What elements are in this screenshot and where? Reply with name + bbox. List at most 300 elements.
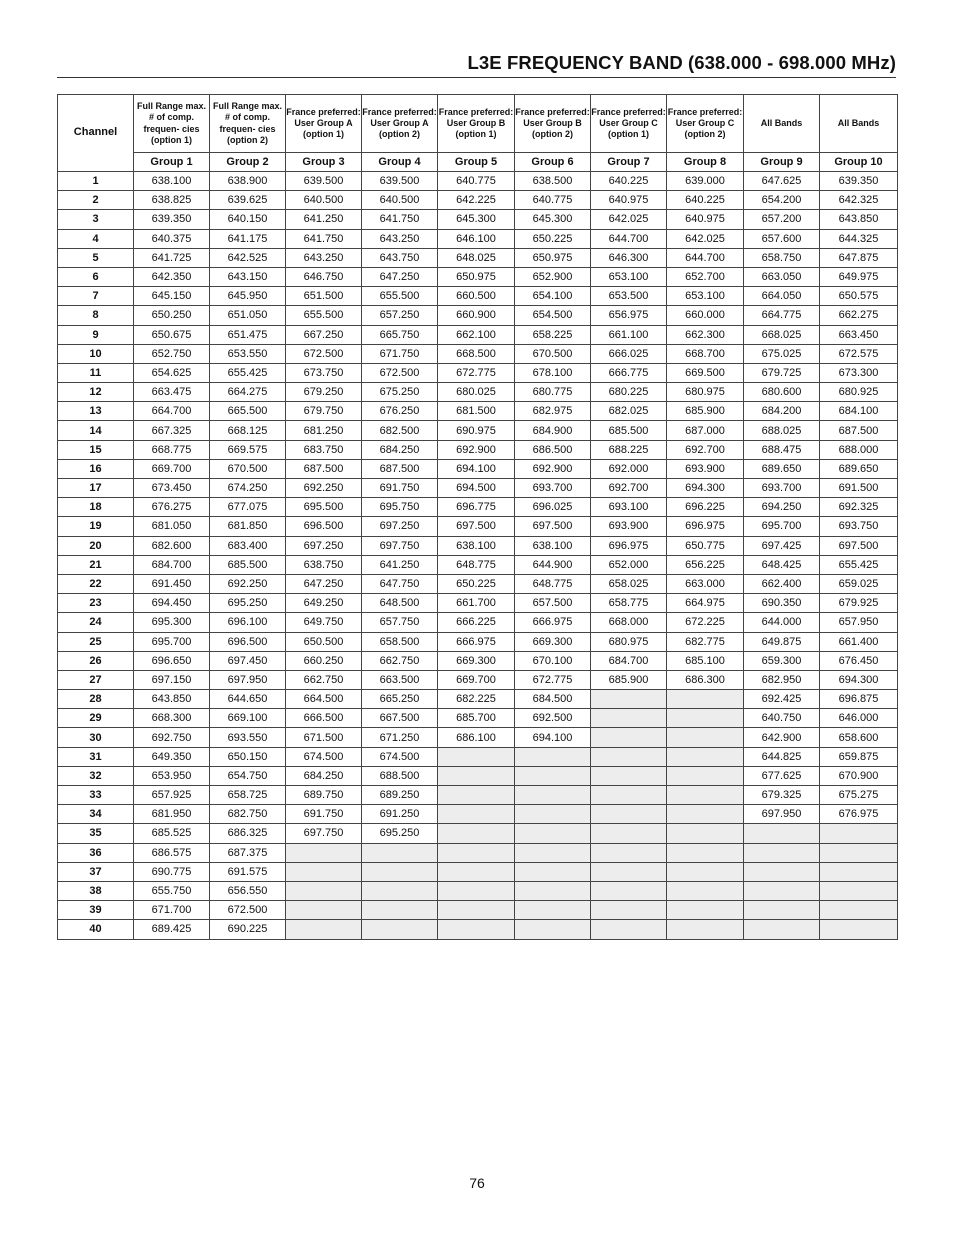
frequency-cell: 692.700 xyxy=(591,479,667,498)
frequency-cell: 662.100 xyxy=(438,325,515,344)
channel-number-cell: 13 xyxy=(58,402,134,421)
frequency-cell: 657.950 xyxy=(820,613,898,632)
empty-cell xyxy=(362,843,438,862)
channel-number-cell: 7 xyxy=(58,287,134,306)
frequency-cell: 658.750 xyxy=(744,248,820,267)
empty-cell xyxy=(667,805,744,824)
frequency-cell: 672.500 xyxy=(210,901,286,920)
channel-number-cell: 35 xyxy=(58,824,134,843)
frequency-cell: 660.250 xyxy=(286,651,362,670)
frequency-cell: 685.700 xyxy=(438,709,515,728)
empty-cell xyxy=(515,843,591,862)
frequency-cell: 649.350 xyxy=(134,747,210,766)
table-row xyxy=(58,459,898,478)
frequency-cell: 690.775 xyxy=(134,862,210,881)
frequency-cell: 684.100 xyxy=(820,402,898,421)
empty-cell xyxy=(744,881,820,900)
table-row xyxy=(58,229,898,248)
frequency-cell: 662.300 xyxy=(667,325,744,344)
empty-cell xyxy=(744,843,820,862)
frequency-cell: 647.750 xyxy=(362,574,438,593)
frequency-cell: 673.300 xyxy=(820,363,898,382)
table-row xyxy=(58,344,898,363)
table-row xyxy=(58,363,898,382)
frequency-cell: 686.575 xyxy=(134,843,210,862)
frequency-cell: 650.225 xyxy=(438,574,515,593)
empty-cell xyxy=(515,901,591,920)
frequency-cell: 649.975 xyxy=(820,267,898,286)
frequency-cell: 690.975 xyxy=(438,421,515,440)
frequency-cell: 694.100 xyxy=(515,728,591,747)
empty-cell xyxy=(591,843,667,862)
frequency-cell: 684.700 xyxy=(134,555,210,574)
table-row xyxy=(58,709,898,728)
frequency-cell: 682.750 xyxy=(210,805,286,824)
table-row xyxy=(58,805,898,824)
frequency-cell: 662.750 xyxy=(362,651,438,670)
empty-cell xyxy=(820,901,898,920)
group-header-3: Group 3 xyxy=(286,153,362,172)
frequency-cell: 646.750 xyxy=(286,267,362,286)
table-row xyxy=(58,651,898,670)
table-row xyxy=(58,555,898,574)
frequency-cell: 647.250 xyxy=(286,574,362,593)
frequency-cell: 687.375 xyxy=(210,843,286,862)
frequency-cell: 679.250 xyxy=(286,383,362,402)
title-divider xyxy=(57,77,896,78)
empty-cell xyxy=(667,843,744,862)
frequency-cell: 668.700 xyxy=(667,344,744,363)
frequency-cell: 694.500 xyxy=(438,479,515,498)
frequency-cell: 695.250 xyxy=(210,594,286,613)
frequency-cell: 696.025 xyxy=(515,498,591,517)
frequency-cell: 656.225 xyxy=(667,555,744,574)
page-title: L3E FREQUENCY BAND (638.000 - 698.000 MHz) xyxy=(467,52,896,73)
frequency-cell: 692.425 xyxy=(744,690,820,709)
frequency-cell: 645.950 xyxy=(210,287,286,306)
frequency-cell: 692.700 xyxy=(667,440,744,459)
frequency-cell: 669.500 xyxy=(667,363,744,382)
frequency-cell: 697.250 xyxy=(286,536,362,555)
frequency-cell: 666.500 xyxy=(286,709,362,728)
empty-cell xyxy=(286,901,362,920)
column-description-8: France preferred: User Group C (option 2) xyxy=(667,95,744,153)
frequency-cell: 667.500 xyxy=(362,709,438,728)
frequency-cell: 652.900 xyxy=(515,267,591,286)
frequency-cell: 688.475 xyxy=(744,440,820,459)
frequency-cell: 659.300 xyxy=(744,651,820,670)
frequency-cell: 669.700 xyxy=(438,670,515,689)
frequency-cell: 697.750 xyxy=(362,536,438,555)
frequency-cell: 644.700 xyxy=(591,229,667,248)
table-row xyxy=(58,191,898,210)
empty-cell xyxy=(667,728,744,747)
frequency-cell: 691.450 xyxy=(134,574,210,593)
frequency-cell: 648.500 xyxy=(362,594,438,613)
frequency-cell: 681.850 xyxy=(210,517,286,536)
frequency-cell: 672.500 xyxy=(286,344,362,363)
empty-cell xyxy=(667,690,744,709)
frequency-cell: 696.875 xyxy=(820,690,898,709)
frequency-cell: 686.100 xyxy=(438,728,515,747)
frequency-cell: 657.200 xyxy=(744,210,820,229)
column-description-4: France preferred: User Group A (option 2) xyxy=(362,95,438,153)
frequency-cell: 651.475 xyxy=(210,325,286,344)
frequency-cell: 678.100 xyxy=(515,363,591,382)
group-header-9: Group 9 xyxy=(744,153,820,172)
frequency-cell: 644.650 xyxy=(210,690,286,709)
frequency-cell: 662.750 xyxy=(286,670,362,689)
table-row xyxy=(58,594,898,613)
channel-number-cell: 6 xyxy=(58,267,134,286)
group-header-2: Group 2 xyxy=(210,153,286,172)
frequency-cell: 659.875 xyxy=(820,747,898,766)
frequency-cell: 693.100 xyxy=(591,498,667,517)
frequency-cell: 658.725 xyxy=(210,786,286,805)
frequency-cell: 685.900 xyxy=(591,670,667,689)
empty-cell xyxy=(820,920,898,939)
frequency-cell: 690.225 xyxy=(210,920,286,939)
frequency-cell: 660.500 xyxy=(438,287,515,306)
frequency-cell: 656.550 xyxy=(210,881,286,900)
frequency-cell: 654.100 xyxy=(515,287,591,306)
frequency-cell: 697.250 xyxy=(362,517,438,536)
table-row xyxy=(58,479,898,498)
frequency-cell: 691.750 xyxy=(362,479,438,498)
frequency-cell: 641.750 xyxy=(286,229,362,248)
frequency-cell: 675.275 xyxy=(820,786,898,805)
empty-cell xyxy=(438,786,515,805)
frequency-cell: 674.500 xyxy=(362,747,438,766)
frequency-cell: 640.750 xyxy=(744,709,820,728)
column-description-6: France preferred: User Group B (option 2) xyxy=(515,95,591,153)
frequency-cell: 671.750 xyxy=(362,344,438,363)
empty-cell xyxy=(591,824,667,843)
frequency-cell: 684.250 xyxy=(362,440,438,459)
frequency-cell: 639.500 xyxy=(362,172,438,191)
frequency-cell: 646.000 xyxy=(820,709,898,728)
frequency-cell: 642.350 xyxy=(134,267,210,286)
frequency-cell: 687.500 xyxy=(286,459,362,478)
frequency-cell: 670.500 xyxy=(515,344,591,363)
frequency-cell: 640.775 xyxy=(438,172,515,191)
table-row xyxy=(58,766,898,785)
channel-number-cell: 24 xyxy=(58,613,134,632)
frequency-cell: 689.650 xyxy=(744,459,820,478)
frequency-cell: 667.325 xyxy=(134,421,210,440)
frequency-cell: 657.600 xyxy=(744,229,820,248)
frequency-cell: 692.250 xyxy=(210,574,286,593)
frequency-cell: 638.100 xyxy=(515,536,591,555)
empty-cell xyxy=(515,862,591,881)
frequency-cell: 646.300 xyxy=(591,248,667,267)
channel-number-cell: 40 xyxy=(58,920,134,939)
frequency-cell: 686.325 xyxy=(210,824,286,843)
frequency-cell: 688.025 xyxy=(744,421,820,440)
frequency-cell: 675.025 xyxy=(744,344,820,363)
channel-number-cell: 32 xyxy=(58,766,134,785)
frequency-cell: 696.225 xyxy=(667,498,744,517)
frequency-cell: 697.750 xyxy=(286,824,362,843)
frequency-cell: 661.100 xyxy=(591,325,667,344)
channel-number-cell: 34 xyxy=(58,805,134,824)
frequency-cell: 642.325 xyxy=(820,191,898,210)
empty-cell xyxy=(286,920,362,939)
empty-cell xyxy=(286,843,362,862)
frequency-cell: 689.250 xyxy=(362,786,438,805)
channel-number-cell: 27 xyxy=(58,670,134,689)
frequency-cell: 685.900 xyxy=(667,402,744,421)
table-row xyxy=(58,747,898,766)
frequency-cell: 685.500 xyxy=(210,555,286,574)
frequency-cell: 696.500 xyxy=(210,632,286,651)
table-row xyxy=(58,421,898,440)
frequency-cell: 643.250 xyxy=(362,229,438,248)
channel-number-cell: 16 xyxy=(58,459,134,478)
frequency-cell: 658.225 xyxy=(515,325,591,344)
group-header-6: Group 6 xyxy=(515,153,591,172)
frequency-cell: 649.250 xyxy=(286,594,362,613)
frequency-cell: 682.950 xyxy=(744,670,820,689)
empty-cell xyxy=(667,824,744,843)
frequency-cell: 686.300 xyxy=(667,670,744,689)
group-header-1: Group 1 xyxy=(134,153,210,172)
empty-cell xyxy=(286,862,362,881)
empty-cell xyxy=(744,862,820,881)
frequency-cell: 689.750 xyxy=(286,786,362,805)
frequency-cell: 648.025 xyxy=(438,248,515,267)
frequency-cell: 693.700 xyxy=(515,479,591,498)
frequency-cell: 672.500 xyxy=(362,363,438,382)
group-header-8: Group 8 xyxy=(667,153,744,172)
page-number: 76 xyxy=(469,1175,485,1191)
frequency-cell: 642.225 xyxy=(438,191,515,210)
frequency-cell: 658.025 xyxy=(591,574,667,593)
channel-number-cell: 30 xyxy=(58,728,134,747)
frequency-cell: 658.600 xyxy=(820,728,898,747)
frequency-cell: 644.000 xyxy=(744,613,820,632)
frequency-cell: 679.925 xyxy=(820,594,898,613)
table-row xyxy=(58,325,898,344)
frequency-cell: 677.075 xyxy=(210,498,286,517)
frequency-cell: 691.575 xyxy=(210,862,286,881)
frequency-cell: 654.750 xyxy=(210,766,286,785)
frequency-cell: 663.050 xyxy=(744,267,820,286)
channel-number-cell: 11 xyxy=(58,363,134,382)
empty-cell xyxy=(591,786,667,805)
empty-cell xyxy=(667,920,744,939)
frequency-cell: 668.025 xyxy=(744,325,820,344)
empty-cell xyxy=(438,920,515,939)
frequency-cell: 640.500 xyxy=(362,191,438,210)
channel-number-cell: 25 xyxy=(58,632,134,651)
frequency-cell: 693.900 xyxy=(591,517,667,536)
empty-cell xyxy=(515,805,591,824)
channel-number-cell: 8 xyxy=(58,306,134,325)
table-row xyxy=(58,824,898,843)
frequency-cell: 682.600 xyxy=(134,536,210,555)
group-header-7: Group 7 xyxy=(591,153,667,172)
empty-cell xyxy=(591,901,667,920)
column-description-2: Full Range max. # of comp. frequen- cies (option 2) xyxy=(210,95,286,153)
frequency-cell: 655.500 xyxy=(286,306,362,325)
frequency-cell: 669.700 xyxy=(134,459,210,478)
table-row xyxy=(58,728,898,747)
frequency-cell: 693.550 xyxy=(210,728,286,747)
frequency-cell: 694.250 xyxy=(744,498,820,517)
frequency-cell: 668.775 xyxy=(134,440,210,459)
frequency-cell: 642.900 xyxy=(744,728,820,747)
frequency-cell: 670.100 xyxy=(515,651,591,670)
empty-cell xyxy=(438,901,515,920)
frequency-cell: 688.000 xyxy=(820,440,898,459)
empty-cell xyxy=(667,766,744,785)
frequency-cell: 655.750 xyxy=(134,881,210,900)
channel-number-cell: 4 xyxy=(58,229,134,248)
frequency-cell: 650.250 xyxy=(134,306,210,325)
frequency-cell: 645.150 xyxy=(134,287,210,306)
channel-number-cell: 20 xyxy=(58,536,134,555)
frequency-cell: 645.300 xyxy=(438,210,515,229)
frequency-cell: 669.100 xyxy=(210,709,286,728)
frequency-cell: 679.750 xyxy=(286,402,362,421)
channel-number-cell: 38 xyxy=(58,881,134,900)
frequency-cell: 660.000 xyxy=(667,306,744,325)
empty-cell xyxy=(515,747,591,766)
frequency-cell: 649.750 xyxy=(286,613,362,632)
frequency-cell: 640.500 xyxy=(286,191,362,210)
frequency-cell: 673.750 xyxy=(286,363,362,382)
frequency-cell: 675.250 xyxy=(362,383,438,402)
frequency-cell: 676.250 xyxy=(362,402,438,421)
frequency-cell: 640.975 xyxy=(591,191,667,210)
frequency-cell: 647.625 xyxy=(744,172,820,191)
frequency-cell: 652.000 xyxy=(591,555,667,574)
frequency-cell: 695.250 xyxy=(362,824,438,843)
table-body xyxy=(58,172,898,940)
frequency-cell: 664.975 xyxy=(667,594,744,613)
frequency-cell: 650.775 xyxy=(667,536,744,555)
frequency-cell: 664.500 xyxy=(286,690,362,709)
frequency-cell: 676.975 xyxy=(820,805,898,824)
frequency-cell: 696.975 xyxy=(667,517,744,536)
empty-cell xyxy=(591,766,667,785)
empty-cell xyxy=(515,786,591,805)
frequency-cell: 640.225 xyxy=(667,191,744,210)
table-row xyxy=(58,536,898,555)
frequency-cell: 692.250 xyxy=(286,479,362,498)
frequency-cell: 692.325 xyxy=(820,498,898,517)
frequency-cell: 650.225 xyxy=(515,229,591,248)
channel-number-cell: 29 xyxy=(58,709,134,728)
empty-cell xyxy=(591,881,667,900)
channel-number-cell: 15 xyxy=(58,440,134,459)
frequency-cell: 664.775 xyxy=(744,306,820,325)
channel-number-cell: 19 xyxy=(58,517,134,536)
empty-cell xyxy=(286,881,362,900)
frequency-cell: 679.725 xyxy=(744,363,820,382)
empty-cell xyxy=(667,862,744,881)
frequency-cell: 679.325 xyxy=(744,786,820,805)
frequency-cell: 685.500 xyxy=(591,421,667,440)
table-row xyxy=(58,690,898,709)
frequency-cell: 642.025 xyxy=(591,210,667,229)
group-header-row xyxy=(58,153,898,172)
frequency-cell: 690.350 xyxy=(744,594,820,613)
frequency-cell: 680.600 xyxy=(744,383,820,402)
frequency-cell: 642.025 xyxy=(667,229,744,248)
frequency-cell: 665.500 xyxy=(210,402,286,421)
channel-number-cell: 12 xyxy=(58,383,134,402)
empty-cell xyxy=(591,690,667,709)
empty-cell xyxy=(515,824,591,843)
frequency-cell: 654.625 xyxy=(134,363,210,382)
empty-cell xyxy=(591,805,667,824)
frequency-cell: 696.100 xyxy=(210,613,286,632)
empty-cell xyxy=(438,747,515,766)
frequency-cell: 692.000 xyxy=(591,459,667,478)
empty-cell xyxy=(591,920,667,939)
frequency-cell: 695.700 xyxy=(134,632,210,651)
table-row xyxy=(58,210,898,229)
frequency-cell: 641.725 xyxy=(134,248,210,267)
channel-number-cell: 26 xyxy=(58,651,134,670)
frequency-cell: 671.700 xyxy=(134,901,210,920)
frequency-cell: 663.500 xyxy=(362,670,438,689)
empty-cell xyxy=(744,824,820,843)
frequency-cell: 672.775 xyxy=(515,670,591,689)
table-row xyxy=(58,402,898,421)
frequency-cell: 673.450 xyxy=(134,479,210,498)
frequency-cell: 653.550 xyxy=(210,344,286,363)
empty-cell xyxy=(744,901,820,920)
frequency-cell: 674.250 xyxy=(210,479,286,498)
frequency-cell: 683.750 xyxy=(286,440,362,459)
frequency-cell: 672.575 xyxy=(820,344,898,363)
channel-number-cell: 10 xyxy=(58,344,134,363)
channel-number-cell: 5 xyxy=(58,248,134,267)
frequency-cell: 666.975 xyxy=(515,613,591,632)
frequency-cell: 638.100 xyxy=(134,172,210,191)
frequency-cell: 648.775 xyxy=(438,555,515,574)
channel-number-cell: 23 xyxy=(58,594,134,613)
frequency-cell: 650.500 xyxy=(286,632,362,651)
frequency-cell: 668.500 xyxy=(438,344,515,363)
frequency-cell: 643.850 xyxy=(134,690,210,709)
frequency-cell: 663.450 xyxy=(820,325,898,344)
empty-cell xyxy=(515,881,591,900)
empty-cell xyxy=(820,881,898,900)
empty-cell xyxy=(820,824,898,843)
frequency-cell: 654.500 xyxy=(515,306,591,325)
group-header-10: Group 10 xyxy=(820,153,898,172)
table-row xyxy=(58,920,898,939)
frequency-cell: 660.900 xyxy=(438,306,515,325)
frequency-cell: 689.425 xyxy=(134,920,210,939)
empty-cell xyxy=(438,766,515,785)
frequency-cell: 685.100 xyxy=(667,651,744,670)
channel-number-cell: 31 xyxy=(58,747,134,766)
channel-number-cell: 22 xyxy=(58,574,134,593)
frequency-cell: 697.450 xyxy=(210,651,286,670)
column-description-3: France preferred: User Group A (option 1) xyxy=(286,95,362,153)
frequency-cell: 680.775 xyxy=(515,383,591,402)
empty-cell xyxy=(438,881,515,900)
table-row xyxy=(58,172,898,191)
column-description-5: France preferred: User Group B (option 1) xyxy=(438,95,515,153)
frequency-cell: 697.150 xyxy=(134,670,210,689)
frequency-cell: 687.500 xyxy=(362,459,438,478)
